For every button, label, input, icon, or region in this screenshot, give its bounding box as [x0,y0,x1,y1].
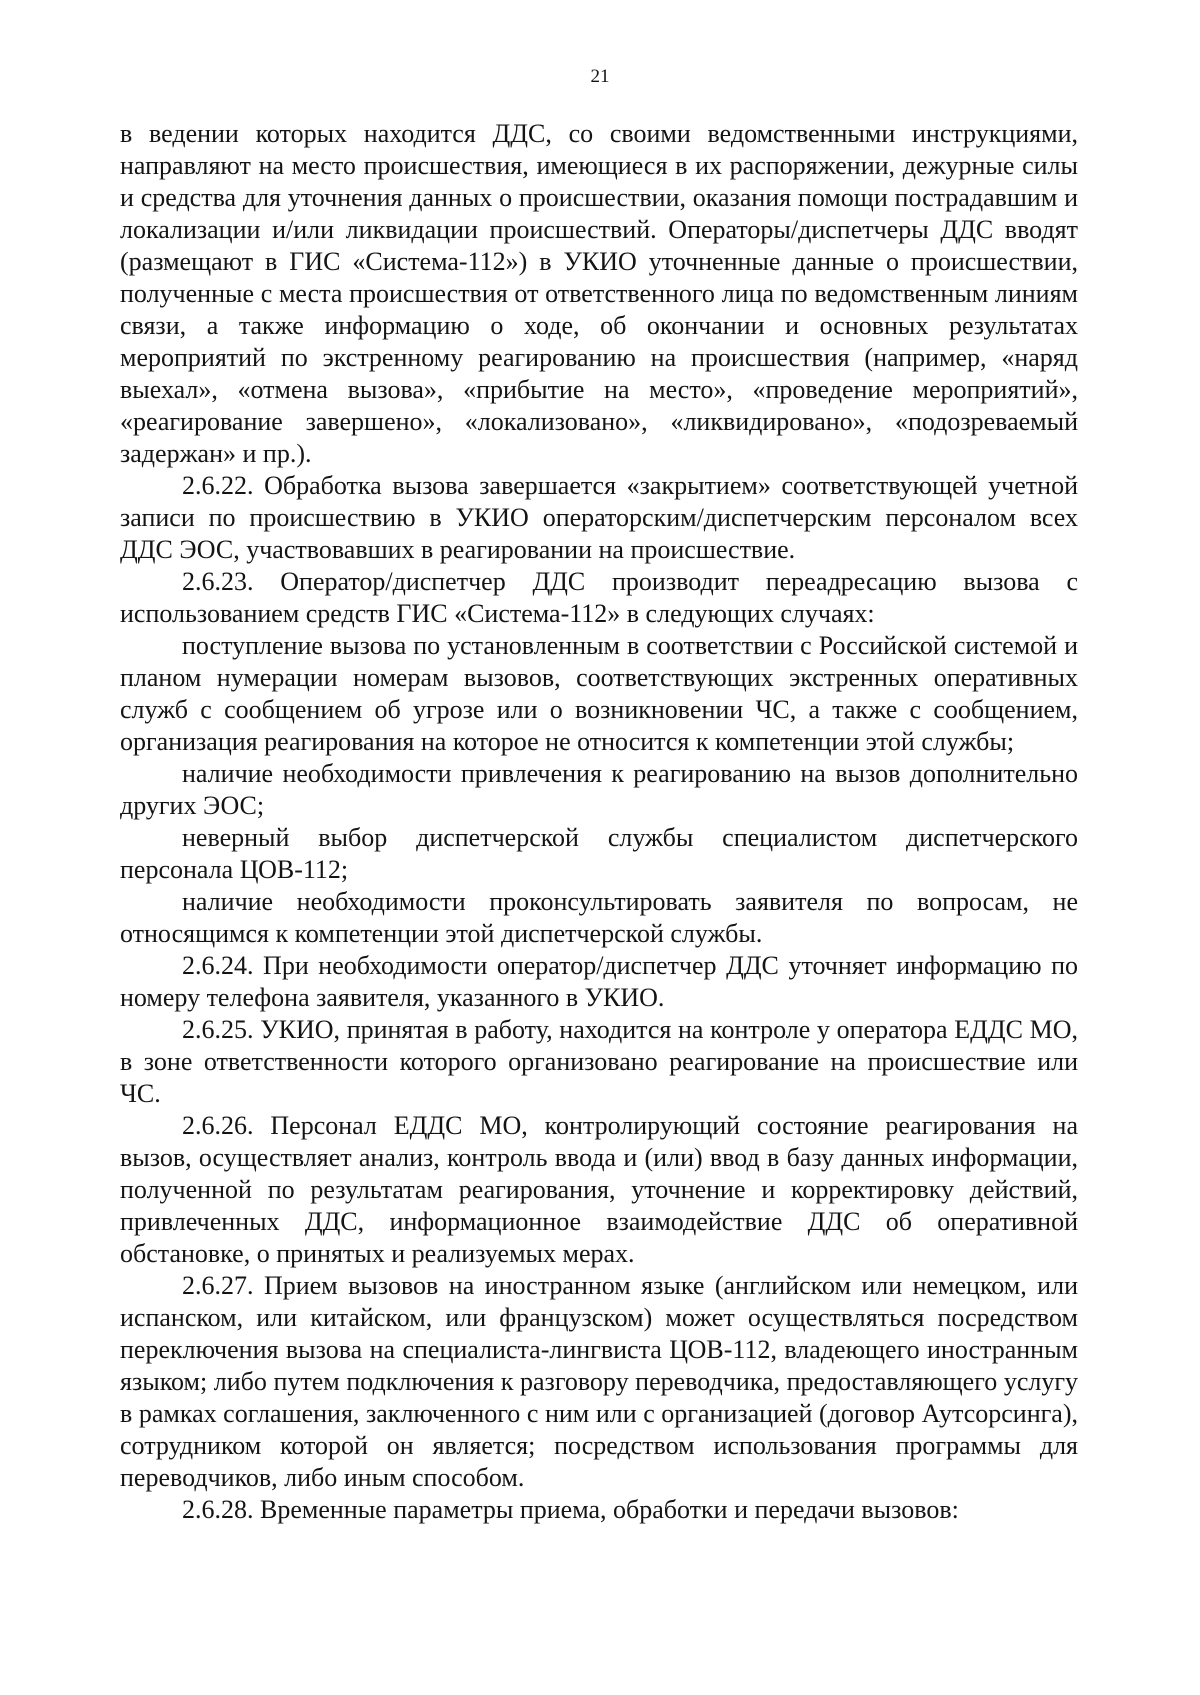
paragraph-continuation: в ведении которых находится ДДС, со своими ведомственными инструкциями, направляют на место происшествия, имеющиеся в их распоряжении, дежурные силы и средства для уточнения данных о происшествии, оказания помощи пострадавшим и локализации и/или ликвидации происшествий. Операторы/диспетчеры ДДС вводят (размещают в ГИС «Система-112») в УКИО уточненные данные о происшествии, полученные с места происшествия от ответственного лица по ведомственным линиям связи, а также информацию о ходе, об окончании и основных результатах мероприятий по экстренному реагированию на происшествия (например, «наряд выехал», «отмена вызова», «прибытие на место», «проведение мероприятий», «реагирование завершено», «локализовано», «ликвидировано», «подозреваемый задержан» и пр.). [120,119,1078,468]
paragraph-2-6-28: 2.6.28. Временные параметры приема, обработки и передачи вызовов: [182,1495,959,1524]
paragraph-2-6-24: 2.6.24. При необходимости оператор/диспетчер ДДС уточняет информацию по номеру телефона заявителя, указанного в УКИО. [120,951,1078,1012]
paragraph-2-6-22: 2.6.22. Обработка вызова завершается «закрытием» соответствующей учетной записи по происшествию в УКИО операторским/диспетчерским персоналом всех ДДС ЭОС, участвовавших в реагировании на происшествие. [120,471,1078,564]
paragraph-2-6-26: 2.6.26. Персонал ЕДДС МО, контролирующий состояние реагирования на вызов, осуществляет анализ, контроль ввода и (или) ввод в базу данных информации, полученной по результатам реагирования, уточнение и корректировку действий, привлеченных ДДС, информационное взаимодействие ДДС об оперативной обстановке, о принятых и реализуемых мерах. [120,1111,1078,1268]
paragraph-2-6-27: 2.6.27. Прием вызовов на иностранном языке (английском или немецком, или испанском, или китайском, или французском) может осуществляться посредством переключения вызова на специалиста-лингвиста ЦОВ-112, владеющего иностранным языком; либо путем подключения к разговору переводчика, предоставляющего услугу в рамках соглашения, заключенного с ним или с организацией (договор Аутсорсинга), сотрудником которой он является; посредством использования программы для переводчиков, либо иным способом. [120,1271,1078,1492]
list-item-consultation: наличие необходимости проконсультировать заявителя по вопросам, не относящимся к компетенции этой диспетчерской службы. [120,887,1078,948]
list-item-additional-services: наличие необходимости привлечения к реагированию на вызов дополнительно других ЭОС; [120,759,1078,820]
page-number: 21 [590,66,610,87]
list-item-wrong-service: неверный выбор диспетчерской службы специалистом диспетчерского персонала ЦОВ-112; [120,823,1078,884]
list-item-call-receipt: поступление вызова по установленным в соответствии с Российской системой и планом нумерации номерам вызовов, соответствующих экстренных оперативных служб с сообщением об угрозе или о возникновении ЧС, а также с сообщением, организация реагирования на которое не относится к компетенции этой службы; [120,631,1078,756]
paragraph-2-6-23: 2.6.23. Оператор/диспетчер ДДС производит переадресацию вызова с использованием средств ГИС «Система-112» в следующих случаях: [120,567,1078,628]
document-body [120,118,1078,1526]
paragraph-2-6-25: 2.6.25. УКИО, принятая в работу, находится на контроле у оператора ЕДДС МО, в зоне ответственности которого организовано реагирование на происшествие или ЧС. [120,1015,1078,1108]
